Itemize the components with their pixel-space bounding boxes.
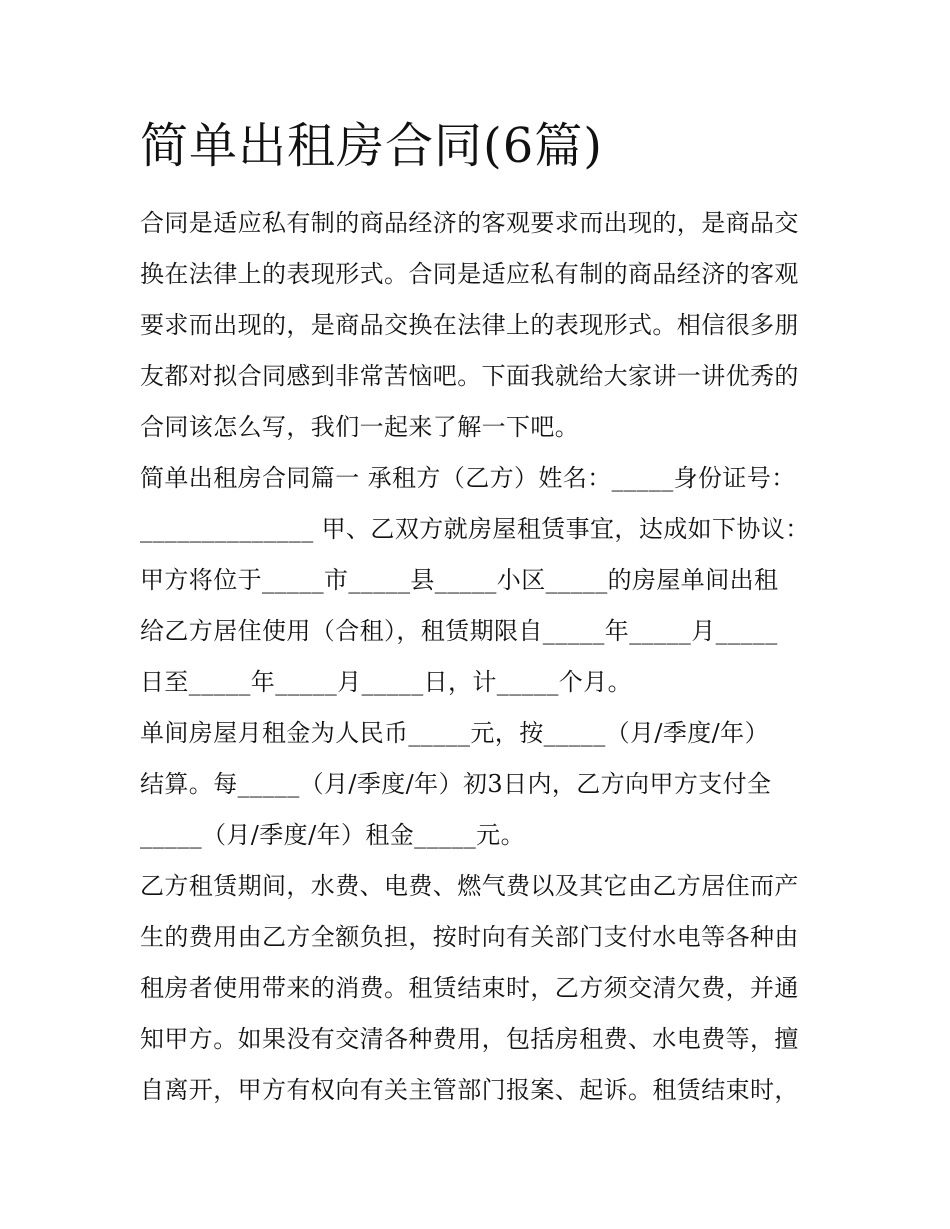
- text-line: 结算。每_____（月/季度/年）初3日内，乙方向甲方支付全: [140, 770, 772, 798]
- text-line: 生的费用由乙方全额负担，按时向有关部门支付水电等各种由: [140, 923, 799, 951]
- text-line: 合同该怎么写，我们一起来了解一下吧。: [140, 413, 580, 441]
- text-line: _____（月/季度/年）租金_____元。: [140, 821, 525, 849]
- text-line: 日至_____年_____月_____日，计_____个月。: [140, 668, 632, 696]
- text-line: 单间房屋月租金为人民币_____元，按_____（月/季度/年）: [140, 719, 769, 747]
- text-line: 换在法律上的表现形式。合同是适应私有制的商品经济的客观: [140, 260, 799, 288]
- text-line: 甲方将位于_____市_____县_____小区_____的房屋单间出租: [140, 566, 779, 594]
- document-body: [140, 199, 812, 1117]
- text-line: 给乙方居住使用（合租），租赁期限自_____年_____月_____: [140, 617, 778, 645]
- text-line: 乙方租赁期间，水费、电费、燃气费以及其它由乙方居住而产: [140, 872, 799, 900]
- text-line: 简单出租房合同篇一 承租方（乙方）姓名：_____身份证号：: [140, 464, 796, 492]
- text-line: 知甲方。如果没有交清各种费用，包括房租费、水电费等，擅: [140, 1025, 799, 1053]
- text-line: 友都对拟合同感到非常苦恼吧。下面我就给大家讲一讲优秀的: [140, 362, 799, 390]
- document-title: 简单出租房合同(6篇): [140, 118, 603, 174]
- text-line: 租房者使用带来的消费。租赁结束时，乙方须交清欠费，并通: [140, 974, 799, 1002]
- text-line: 要求而出现的，是商品交换在法律上的表现形式。相信很多朋: [140, 311, 799, 339]
- text-line: ______________ 甲、乙双方就房屋租赁事宜，达成如下协议：: [140, 515, 810, 543]
- text-line: 合同是适应私有制的商品经济的客观要求而出现的，是商品交: [140, 209, 799, 237]
- text-line: 自离开，甲方有权向有关主管部门报案、起诉。租赁结束时，: [140, 1076, 799, 1104]
